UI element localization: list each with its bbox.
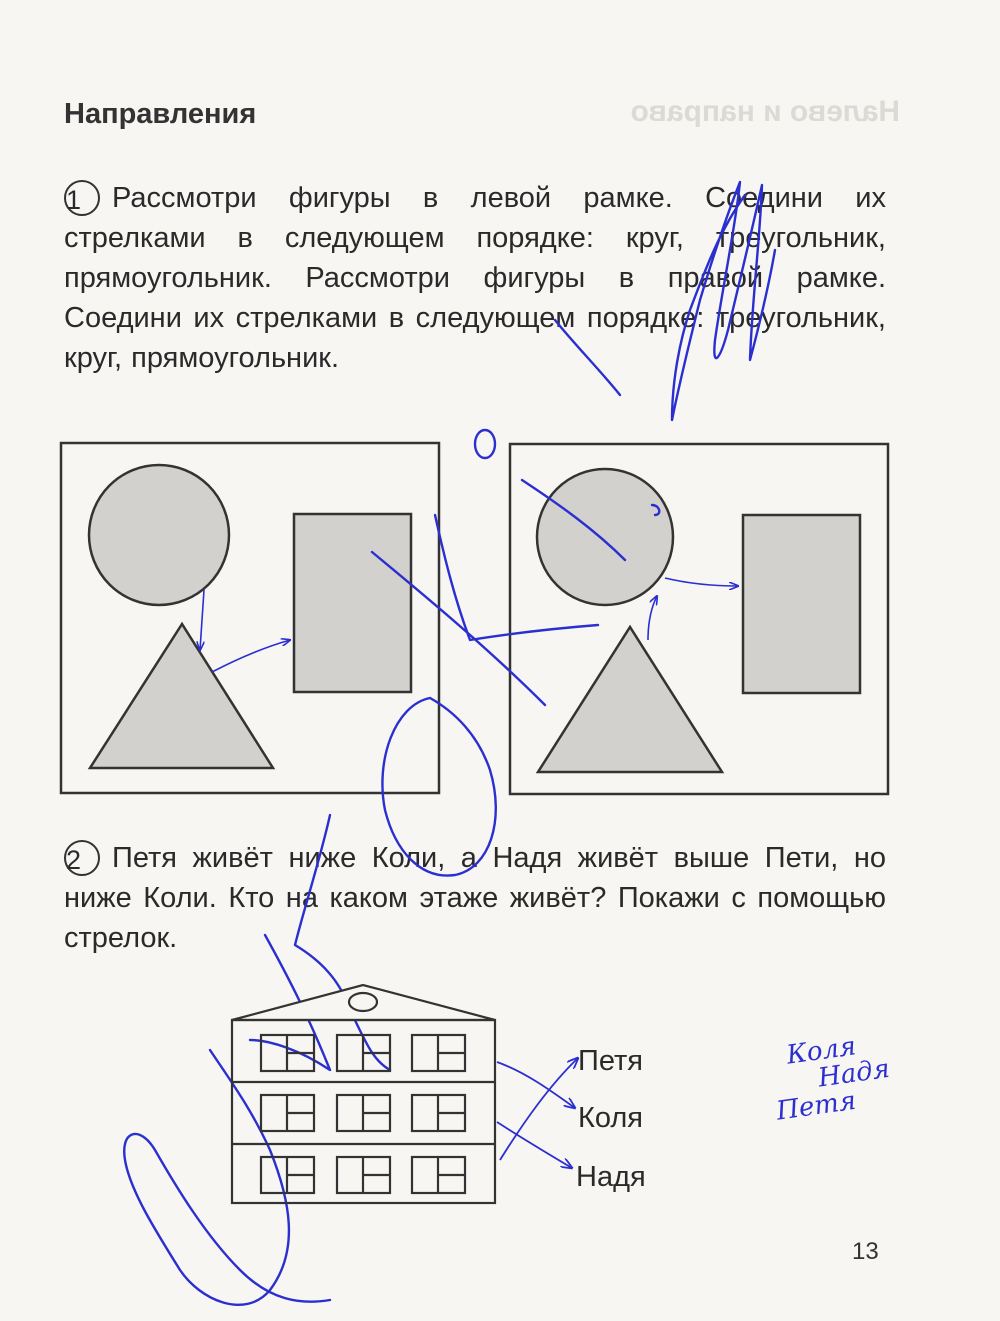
arrow-triangle-to-rectangle [212,640,290,672]
scribble-large-loop [124,1050,330,1305]
arrow-floor2-to-nadya [497,1122,572,1168]
label-nadya: Надя [576,1161,646,1193]
windows-floor-3 [261,1035,465,1071]
task-2-body: Петя живёт ниже Коли, а Надя живёт выше Пети, но ниже Коли. Кто на каком этаже живёт? Покажи с помощью стрелок. [64,842,886,954]
right-triangle [538,627,722,772]
left-circle [89,465,229,605]
left-triangle [90,624,273,768]
scribble-small-ring [475,430,495,458]
arrow-floor3-to-kolya [497,1062,575,1108]
label-petya: Петя [578,1045,643,1077]
arrow-circle-to-rectangle [665,578,738,586]
right-circle [537,469,673,605]
handwritten-answer [766,1027,895,1127]
windows-floor-2 [261,1095,465,1131]
arrow-circle-to-triangle [200,590,204,650]
arrow-triangle-to-circle [648,596,657,640]
page-number: 13 [852,1238,879,1265]
windows-floor-1 [261,1157,465,1193]
left-frame [61,443,439,793]
scribble-top-right [672,182,775,420]
arrow-floor1-to-petya [500,1058,578,1160]
handwritten-kolya: Коля [784,1031,858,1071]
label-kolya: Коля [578,1102,644,1134]
scribble-line-small [555,320,620,395]
house [232,985,495,1203]
handwritten-petya: Петя [774,1085,858,1127]
right-frame [510,444,888,794]
right-rectangle [743,515,860,693]
scribble-zigzag-1 [295,815,390,1070]
house-roof [232,985,495,1020]
handwritten-nadya: Надя [816,1053,892,1094]
floor-arrows [497,1058,578,1168]
left-rectangle [294,514,411,692]
task-1-number: 1 [64,180,100,216]
task-1-body: Рассмотри фигуры в левой рамке. Соедини их стрелками в следующем порядке: круг, треугольник, прямоугольник. Рассмотри фигуры в правой рамке. Соедини их стрелками в следующем порядке: треугольник, круг, прямоугольник. [64,182,886,374]
task-2-number: 2 [64,840,100,876]
bleed-through-heading: Налево и направо [630,95,900,128]
page-title: Направления [64,98,257,130]
